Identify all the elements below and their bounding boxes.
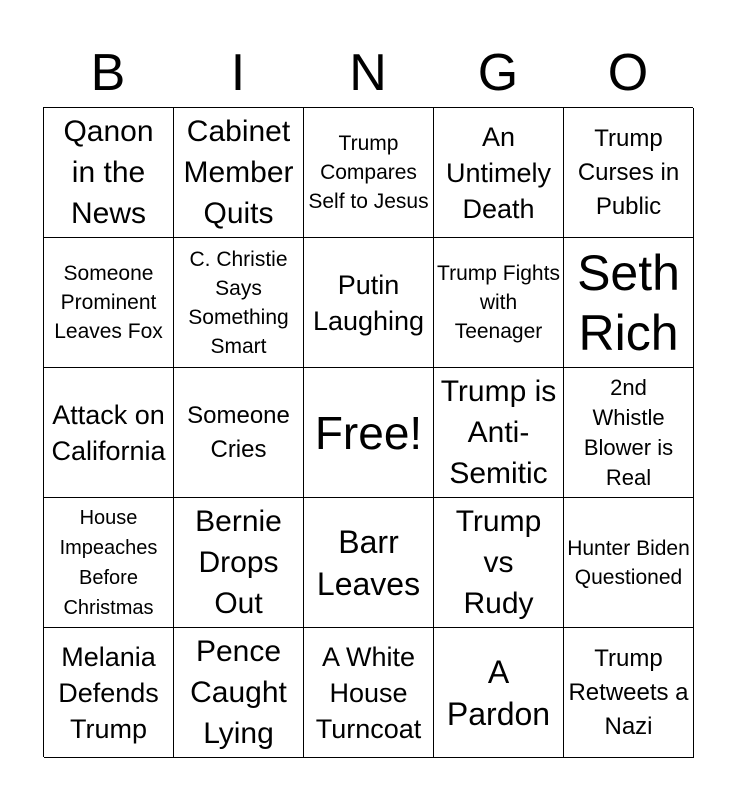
bingo-cell[interactable] [434,368,564,498]
bingo-cell[interactable] [434,238,564,368]
cell-text: C. Christie Says Something Smart [188,247,289,358]
bingo-cell[interactable] [434,108,564,238]
bingo-cell[interactable] [44,108,174,238]
cell-text: Trump Curses in Public [577,124,680,220]
bingo-cell[interactable] [174,498,304,628]
cell-text: Attack on California [51,399,166,466]
bingo-cell[interactable] [434,498,564,628]
bingo-cell[interactable] [44,238,174,368]
bingo-cell[interactable] [564,498,694,628]
bingo-cell[interactable] [174,108,304,238]
bingo-cell[interactable] [304,628,434,758]
cell-text: Trump vs Rudy [455,505,542,620]
cell-text: Hunter Biden Questioned [567,536,690,589]
cell-text: Free! [314,406,423,459]
bingo-cell[interactable] [174,628,304,758]
cell-text: Putin Laughing [312,269,425,336]
cell-text: Someone Prominent Leaves Fox [54,262,163,343]
bingo-cell[interactable] [564,108,694,238]
cell-text: A Pardon [446,653,551,732]
bingo-cell[interactable] [44,628,174,758]
cell-text: Pence Caught Lying [190,635,287,750]
cell-text: Qanon in the News [63,115,154,230]
cell-text: Trump Compares Self to Jesus [308,132,429,213]
cell-text: Seth Rich [577,244,680,361]
bingo-cell[interactable] [174,368,304,498]
bingo-cell[interactable] [564,368,694,498]
bingo-cell[interactable] [434,628,564,758]
bingo-cell[interactable] [564,628,694,758]
bingo-board [43,107,693,757]
header-letter-b: B [90,44,126,102]
cell-text: Trump is Anti-Semitic [440,375,557,490]
bingo-header [43,40,693,106]
header-letter-o: O [607,44,649,102]
bingo-cell[interactable] [304,498,434,628]
cell-text: Cabinet Member Quits [183,115,294,230]
bingo-cell[interactable] [304,108,434,238]
bingo-cell[interactable] [174,238,304,368]
cell-text: Trump Retweets a Nazi [568,644,689,740]
cell-text: Trump Fights with Teenager [437,262,560,343]
cell-text: House Impeaches Before Christmas [59,506,158,619]
cell-text: Bernie Drops Out [195,505,282,620]
cell-text: 2nd Whistle Blower is Real [583,374,674,490]
header-letter-g: G [477,44,519,102]
bingo-cell[interactable] [304,238,434,368]
header-letter-i: I [230,44,246,102]
cell-text: An Untimely Death [445,121,552,224]
header-letter-n: N [349,44,387,102]
cell-text: Someone Cries [187,401,290,463]
cell-text: A White House Turncoat [315,641,422,744]
bingo-cell[interactable] [44,498,174,628]
bingo-cell[interactable] [44,368,174,498]
bingo-cell[interactable] [304,368,434,498]
cell-text: Barr Leaves [316,523,421,602]
cell-text: Melania Defends Trump [58,641,159,744]
bingo-cell[interactable] [564,238,694,368]
